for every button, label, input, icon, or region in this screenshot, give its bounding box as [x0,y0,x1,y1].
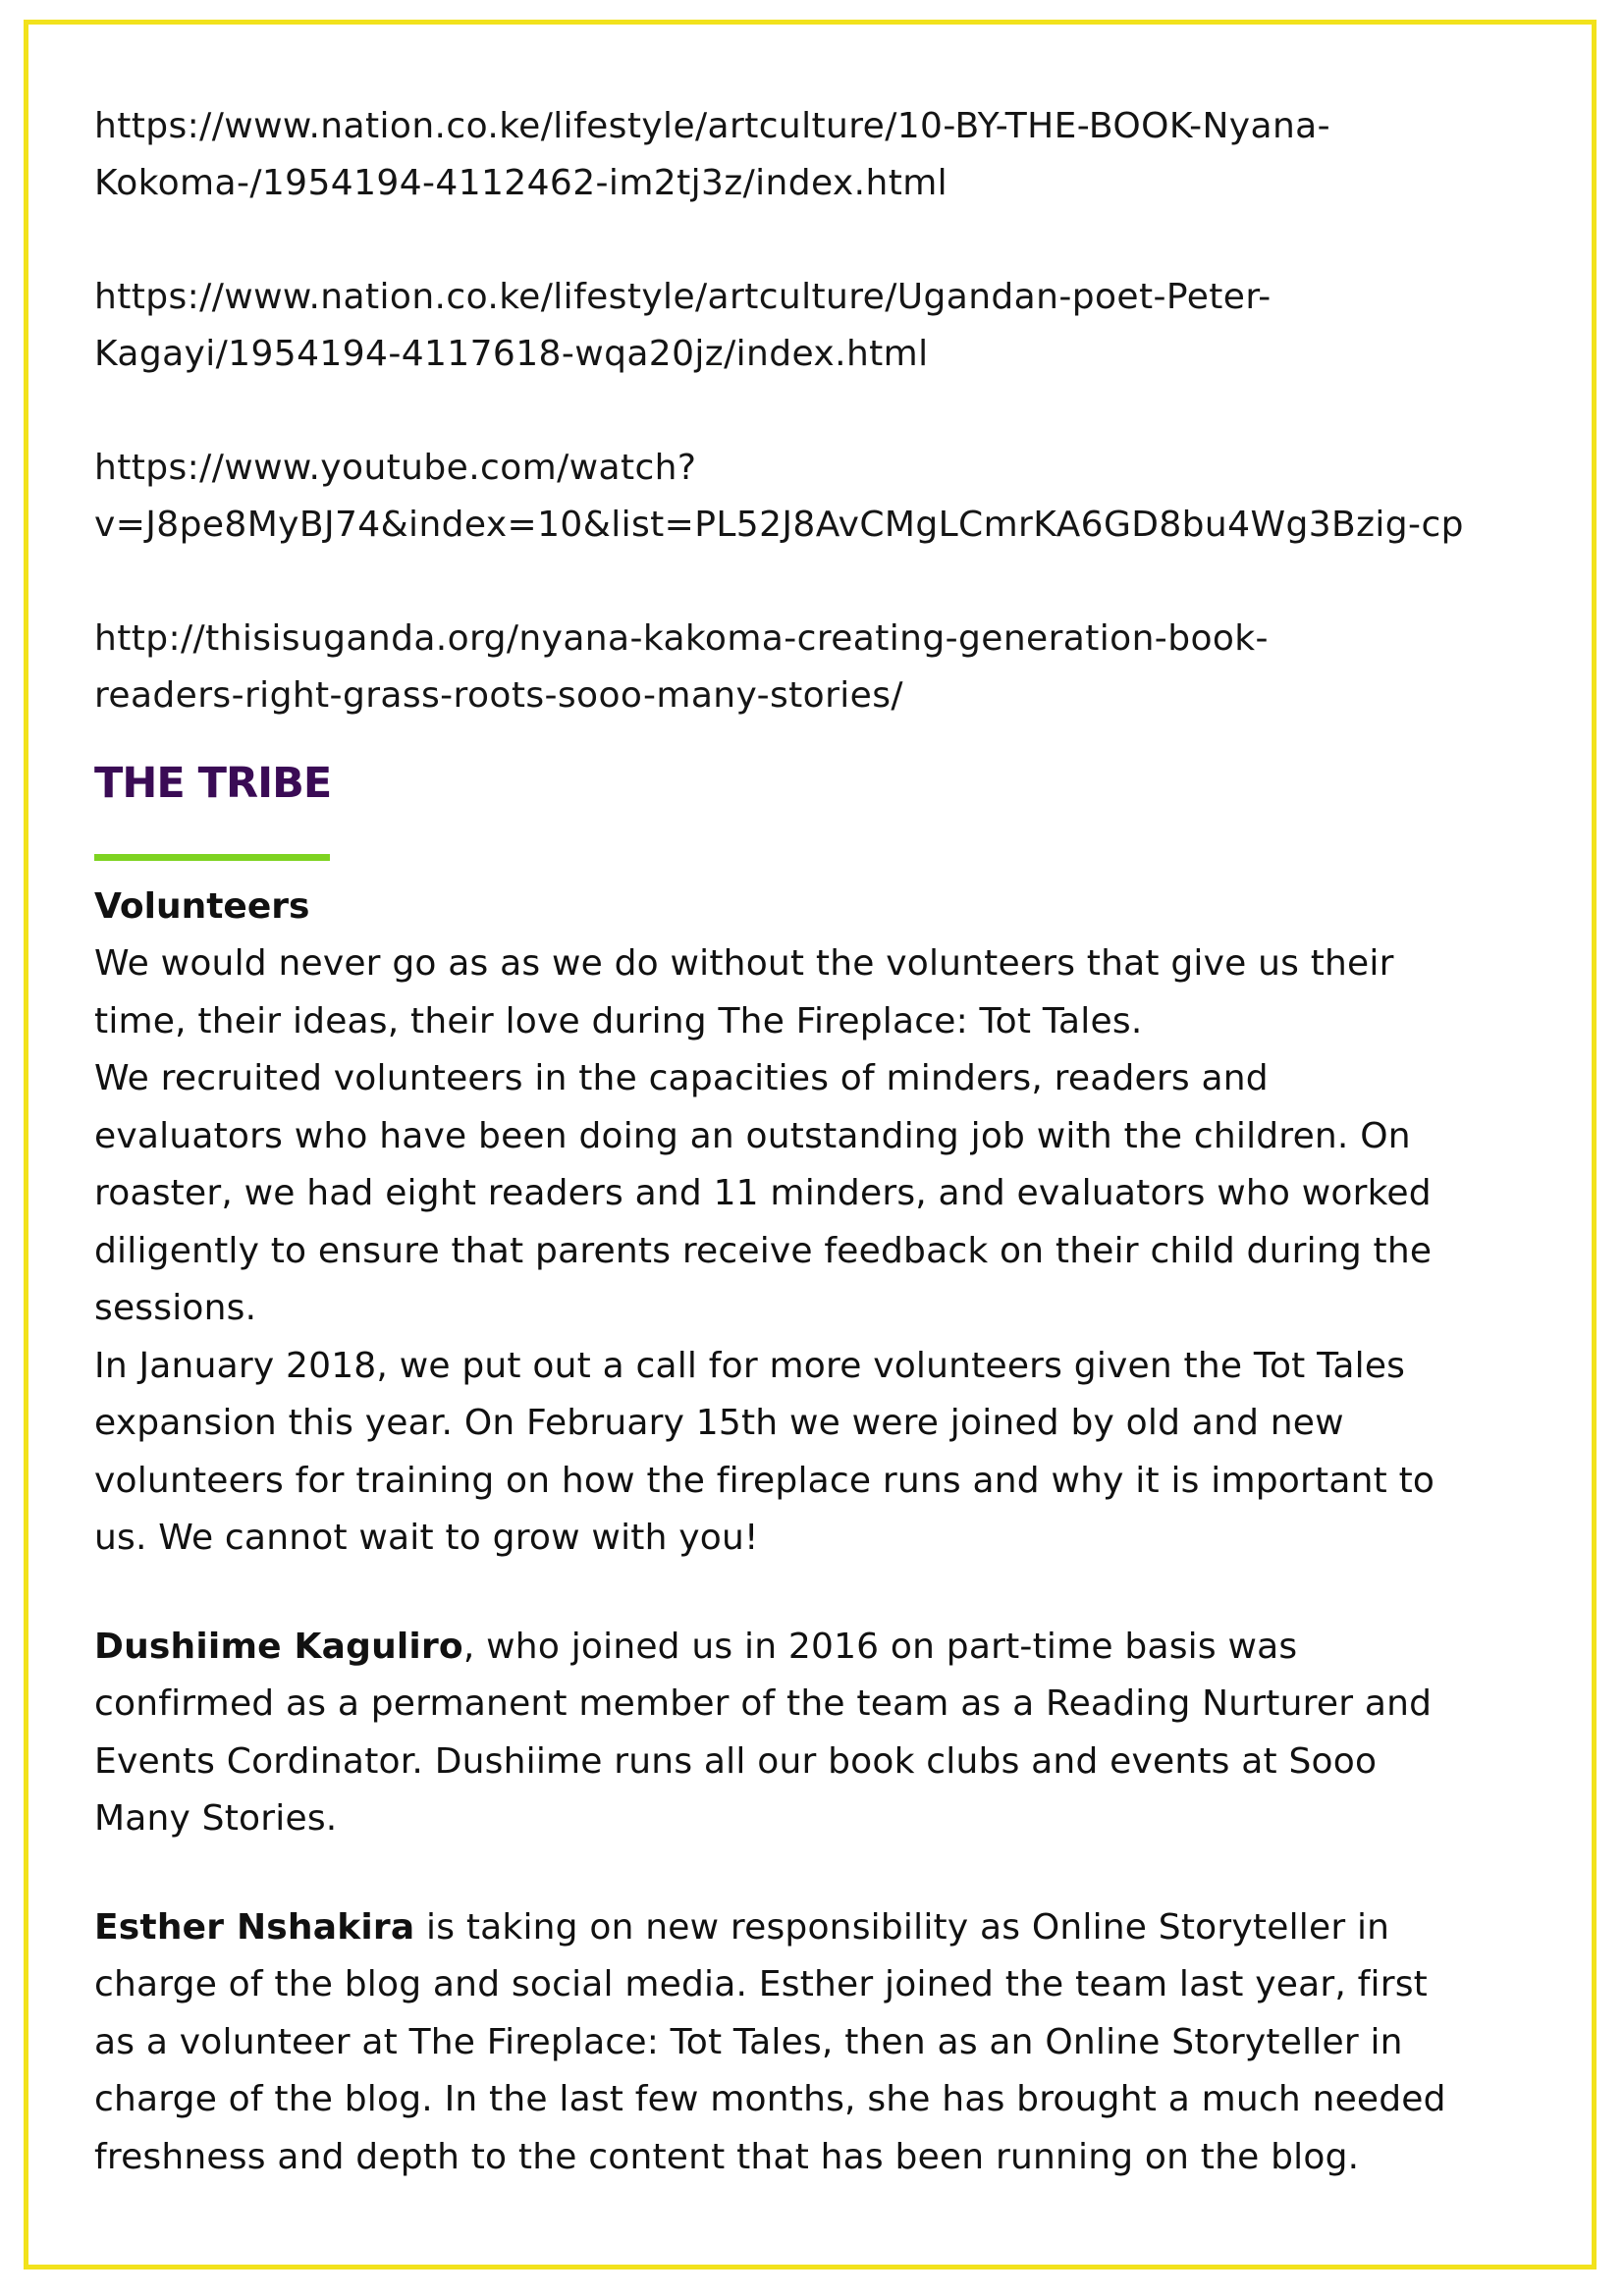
esther-paragraph [94,1899,1538,2187]
paragraph-line: time, their ideas, their love during The Fireplace: Tot Tales. [94,1000,1143,1041]
dushiime-paragraph [94,1619,1538,1848]
reference-link-4[interactable] [94,611,1538,724]
link-text-line: readers-right-grass-roots-sooo-many-stories/ [94,675,903,716]
paragraph-line: charge of the blog and social media. Esther joined the team last year, first [94,1964,1428,2004]
paragraph-line: volunteers for training on how the fireplace runs and why it is important to [94,1460,1435,1501]
paragraph-text: is taking on new responsibility as Online Storyteller in [414,1906,1390,1948]
paragraph-spacer [94,1848,1538,1899]
link-text-line: https://www.youtube.com/watch? [94,448,697,488]
link-text-line: https://www.nation.co.ke/lifestyle/artculture/10-BY-THE-BOOK-Nyana- [94,106,1331,146]
paragraph-line: roaster, we had eight readers and 11 minders, and evaluators who worked [94,1173,1432,1213]
paragraph-line: charge of the blog. In the last few months, she has brought a much needed [94,2079,1446,2119]
person-name: Esther Nshakira [94,1906,415,1948]
paragraph-line: diligently to ensure that parents receive feedback on their child during the [94,1230,1433,1271]
paragraph-line: evaluators who have been doing an outstanding job with the children. On [94,1115,1411,1156]
paragraph-line: In January 2018, we put out a call for more volunteers given the Tot Tales [94,1345,1406,1386]
paragraph-line: We would never go as as we do without the volunteers that give us their [94,943,1394,984]
link-text-line: Kagayi/1954194-4117618-wqa20jz/index.html [94,334,929,374]
reference-link-3[interactable] [94,440,1538,554]
link-text-line: v=J8pe8MyBJ74&index=10&list=PL52J8AvCMgLCmrKA6GD8bu4Wg3Bzig-cp [94,505,1464,545]
paragraph-line: Events Cordinator. Dushiime runs all our book clubs and events at Sooo [94,1740,1378,1782]
link-text-line: https://www.nation.co.ke/lifestyle/artculture/Ugandan-poet-Peter- [94,277,1272,317]
title-underline [94,854,330,861]
reference-link-1[interactable] [94,98,1538,212]
section-title: THE TRIBE [94,759,332,808]
paragraph-line: freshness and depth to the content that has been running on the blog. [94,2136,1360,2177]
paragraph-line: us. We cannot wait to grow with you! [94,1518,759,1558]
paragraph-line [94,1619,1538,1677]
paragraph-spacer [94,1568,1538,1619]
person-name: Dushiime Kaguliro [94,1626,463,1667]
link-text-line: Kokoma-/1954194-4112462-im2tj3z/index.html [94,163,948,203]
paragraph-line: as a volunteer at The Fireplace: Tot Tales, then as an Online Storyteller in [94,2021,1403,2062]
link-text-line: http://thisisuganda.org/nyana-kakoma-creating-generation-book- [94,618,1269,659]
paragraph-line: We recruited volunteers in the capacities of minders, readers and [94,1058,1269,1098]
volunteers-paragraph [94,935,1538,1568]
paragraph-text: , who joined us in 2016 on part-time basis was [462,1626,1298,1667]
paragraph-line: Many Stories. [94,1798,338,1839]
paragraph-line: expansion this year. On February 15th we were joined by old and new [94,1403,1344,1443]
paragraph-line: sessions. [94,1288,257,1328]
document-body [94,98,1538,2186]
paragraph-line [94,1899,1538,1957]
paragraph-line: confirmed as a permanent member of the team as a Reading Nurturer and [94,1683,1433,1724]
reference-link-2[interactable] [94,269,1538,383]
volunteers-heading: Volunteers [94,886,310,927]
